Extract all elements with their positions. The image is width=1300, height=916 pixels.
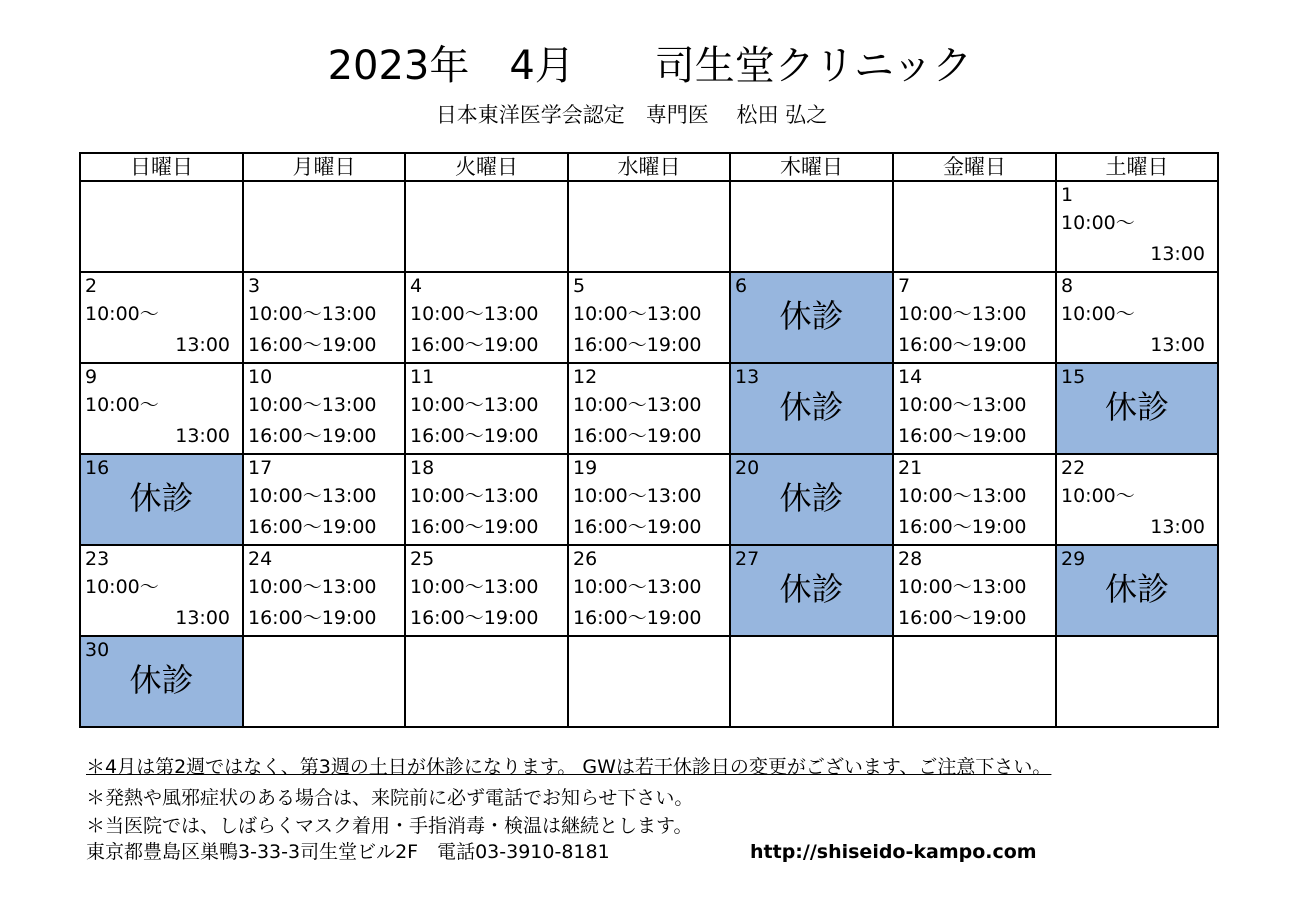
day-number: 21: [898, 457, 923, 479]
morning-end-time: 13:00: [175, 334, 230, 356]
calendar-empty-cell: [405, 636, 568, 727]
day-number: 29: [1061, 548, 1086, 570]
calendar-week-row: [80, 636, 1218, 727]
day-number: 22: [1061, 457, 1086, 479]
morning-hours: 10:00～13:00: [248, 394, 377, 416]
afternoon-hours: 16:00～19:00: [410, 334, 539, 356]
day-number: 23: [85, 548, 110, 570]
calendar-day-cell: [568, 545, 730, 636]
day-number: 13: [735, 366, 760, 388]
day-number: 18: [410, 457, 435, 479]
calendar-day-cell: [80, 454, 243, 545]
weekday-header: 日曜日: [80, 153, 243, 181]
morning-start-time: 10:00～: [1061, 212, 1135, 234]
calendar-day-cell: [243, 272, 405, 363]
calendar-empty-cell: [243, 636, 405, 727]
calendar-day-cell: [80, 636, 243, 727]
day-number: 12: [573, 366, 598, 388]
morning-hours: 10:00～13:00: [573, 576, 702, 598]
calendar-day-cell: [893, 363, 1056, 454]
clinic-address-phone: 東京都豊島区巣鴨3-33-3司生堂ビル2F 電話03-3910-8181: [86, 841, 610, 863]
calendar-empty-cell: [243, 181, 405, 272]
day-number: 5: [573, 275, 586, 297]
day-number: 28: [898, 548, 923, 570]
morning-hours: 10:00～13:00: [573, 485, 702, 507]
note-infection-measures: ＊当医院では、しばらくマスク着用・手指消毒・検温は継続とします。: [86, 815, 693, 837]
calendar-day-cell: [730, 363, 893, 454]
calendar-empty-cell: [80, 181, 243, 272]
afternoon-hours: 16:00～19:00: [573, 516, 702, 538]
morning-hours: 10:00～13:00: [898, 303, 1027, 325]
morning-hours: 10:00～13:00: [410, 576, 539, 598]
morning-start-time: 10:00～: [85, 303, 159, 325]
day-number: 27: [735, 548, 760, 570]
calendar-day-cell: [893, 272, 1056, 363]
day-number: 20: [735, 457, 760, 479]
morning-start-time: 10:00～: [1061, 303, 1135, 325]
calendar-day-cell: [80, 363, 243, 454]
closed-label: 休診: [779, 479, 844, 517]
calendar-day-cell: [80, 545, 243, 636]
calendar-day-cell: [730, 545, 893, 636]
calendar-day-cell: [730, 272, 893, 363]
day-number: 15: [1061, 366, 1086, 388]
calendar-empty-cell: [405, 181, 568, 272]
closed-label: 休診: [779, 388, 844, 426]
day-number: 4: [410, 275, 423, 297]
calendar-week-row: [80, 181, 1218, 272]
calendar-day-cell: [1056, 454, 1218, 545]
afternoon-hours: 16:00～19:00: [573, 334, 702, 356]
calendar-day-cell: [568, 272, 730, 363]
closed-label: 休診: [129, 661, 194, 699]
day-number: 25: [410, 548, 435, 570]
day-number: 6: [735, 275, 748, 297]
closed-label: 休診: [1104, 388, 1169, 426]
afternoon-hours: 16:00～19:00: [248, 516, 377, 538]
day-number: 24: [248, 548, 273, 570]
day-number: 30: [85, 639, 110, 661]
morning-hours: 10:00～13:00: [898, 394, 1027, 416]
calendar-week-row: [80, 545, 1218, 636]
day-number: 7: [898, 275, 911, 297]
doctor-subtitle: 日本東洋医学会認定 専門医 松田 弘之: [435, 103, 828, 127]
morning-hours: 10:00～13:00: [248, 303, 377, 325]
calendar-day-cell: [80, 272, 243, 363]
afternoon-hours: 16:00～19:00: [248, 607, 377, 629]
page-title: 2023年 4月 司生堂クリニック: [327, 43, 973, 89]
day-number: 17: [248, 457, 273, 479]
calendar-day-cell: [1056, 545, 1218, 636]
calendar-day-cell: [730, 454, 893, 545]
calendar-day-cell: [568, 454, 730, 545]
afternoon-hours: 16:00～19:00: [410, 516, 539, 538]
calendar-week-row: [80, 363, 1218, 454]
morning-hours: 10:00～13:00: [410, 303, 539, 325]
morning-end-time: 13:00: [1150, 334, 1205, 356]
weekday-header: 金曜日: [893, 153, 1056, 181]
note-fever-call: ＊発熱や風邪症状のある場合は、来院前に必ず電話でお知らせ下さい。: [86, 787, 694, 809]
afternoon-hours: 16:00～19:00: [898, 516, 1027, 538]
afternoon-hours: 16:00～19:00: [248, 425, 377, 447]
day-number: 9: [85, 366, 98, 388]
morning-hours: 10:00～13:00: [573, 394, 702, 416]
calendar-empty-cell: [568, 636, 730, 727]
calendar-day-cell: [405, 545, 568, 636]
morning-hours: 10:00～13:00: [898, 485, 1027, 507]
weekday-header: 土曜日: [1056, 153, 1218, 181]
note-closed-weekends: ＊4月は第2週ではなく、第3週の土日が休診になります。 GWは若干休診日の変更がございます、ご注意下さい。: [86, 756, 1052, 778]
closed-label: 休診: [129, 479, 194, 517]
day-number: 16: [85, 457, 110, 479]
morning-end-time: 13:00: [1150, 243, 1205, 265]
calendar-empty-cell: [568, 181, 730, 272]
day-number: 2: [85, 275, 98, 297]
weekday-header-row: [80, 153, 1218, 181]
calendar-day-cell: [1056, 181, 1218, 272]
morning-end-time: 13:00: [175, 607, 230, 629]
weekday-header: 木曜日: [730, 153, 893, 181]
calendar-day-cell: [243, 363, 405, 454]
calendar-day-cell: [1056, 363, 1218, 454]
weekday-header: 水曜日: [568, 153, 730, 181]
calendar-day-cell: [893, 454, 1056, 545]
calendar-week-row: [80, 272, 1218, 363]
day-number: 10: [248, 366, 273, 388]
afternoon-hours: 16:00～19:00: [410, 607, 539, 629]
morning-start-time: 10:00～: [85, 394, 159, 416]
morning-hours: 10:00～13:00: [573, 303, 702, 325]
calendar-empty-cell: [730, 636, 893, 727]
weekday-header: 月曜日: [243, 153, 405, 181]
day-number: 1: [1061, 184, 1074, 206]
morning-end-time: 13:00: [175, 425, 230, 447]
clinic-website-link[interactable]: http://shiseido-kampo.com: [750, 841, 1037, 863]
morning-start-time: 10:00～: [1061, 485, 1135, 507]
calendar-empty-cell: [893, 636, 1056, 727]
day-number: 14: [898, 366, 923, 388]
calendar-day-cell: [893, 545, 1056, 636]
calendar-day-cell: [243, 454, 405, 545]
morning-hours: 10:00～13:00: [898, 576, 1027, 598]
afternoon-hours: 16:00～19:00: [898, 425, 1027, 447]
calendar-body: [80, 181, 1218, 727]
calendar-day-cell: [405, 454, 568, 545]
afternoon-hours: 16:00～19:00: [248, 334, 377, 356]
day-number: 19: [573, 457, 598, 479]
morning-end-time: 13:00: [1150, 516, 1205, 538]
day-number: 3: [248, 275, 261, 297]
calendar-day-cell: [243, 545, 405, 636]
closed-label: 休診: [779, 297, 844, 335]
afternoon-hours: 16:00～19:00: [410, 425, 539, 447]
calendar-day-cell: [405, 272, 568, 363]
calendar-day-cell: [568, 363, 730, 454]
morning-hours: 10:00～13:00: [410, 485, 539, 507]
morning-start-time: 10:00～: [85, 576, 159, 598]
afternoon-hours: 16:00～19:00: [898, 334, 1027, 356]
calendar-day-cell: [405, 363, 568, 454]
day-number: 11: [410, 366, 435, 388]
calendar-table: [79, 152, 1219, 728]
afternoon-hours: 16:00～19:00: [573, 607, 702, 629]
closed-label: 休診: [779, 570, 844, 608]
day-number: 8: [1061, 275, 1074, 297]
morning-hours: 10:00～13:00: [410, 394, 539, 416]
afternoon-hours: 16:00～19:00: [573, 425, 702, 447]
calendar-empty-cell: [893, 181, 1056, 272]
morning-hours: 10:00～13:00: [248, 576, 377, 598]
afternoon-hours: 16:00～19:00: [898, 607, 1027, 629]
calendar-empty-cell: [730, 181, 893, 272]
calendar-empty-cell: [1056, 636, 1218, 727]
closed-label: 休診: [1104, 570, 1169, 608]
calendar-day-cell: [1056, 272, 1218, 363]
day-number: 26: [573, 548, 598, 570]
calendar-week-row: [80, 454, 1218, 545]
morning-hours: 10:00～13:00: [248, 485, 377, 507]
weekday-header: 火曜日: [405, 153, 568, 181]
